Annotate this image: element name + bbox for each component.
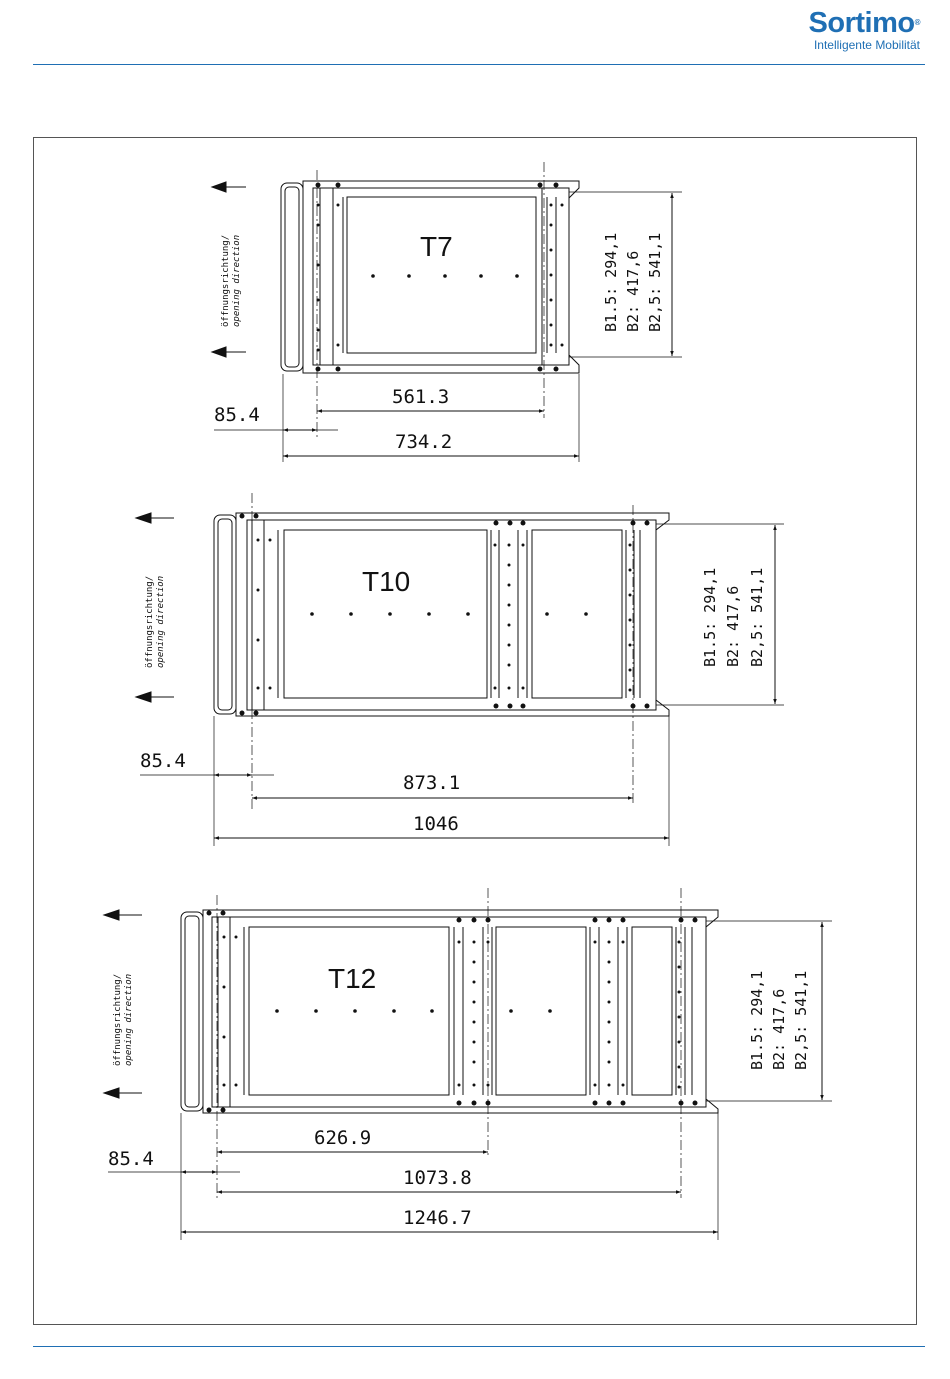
drawer-compartment bbox=[632, 927, 672, 1095]
mounting-holes bbox=[316, 183, 564, 372]
mounting-holes bbox=[240, 514, 650, 716]
opening-direction-en: opening direction bbox=[124, 973, 134, 1066]
height-b25: B2,5: 541,1 bbox=[646, 232, 664, 332]
opening-arrow-bottom bbox=[136, 692, 174, 702]
drawer-handle bbox=[214, 515, 236, 714]
opening-direction-de: öffnungsrichtung/ bbox=[113, 973, 123, 1066]
logo-wordmark: Sortimo® bbox=[808, 7, 920, 39]
mounting-holes bbox=[207, 911, 698, 1113]
dim-total: 734.2 bbox=[395, 431, 453, 453]
opening-direction-de: öffnungsrichtung/ bbox=[145, 575, 155, 668]
dim-total: 1046 bbox=[413, 813, 459, 835]
drawer-frame bbox=[303, 181, 579, 373]
dim-inner: 561.3 bbox=[392, 386, 450, 408]
height-b15: B1.5: 294,1 bbox=[602, 232, 620, 332]
drawer-label: T12 bbox=[328, 963, 377, 994]
opening-arrow-top bbox=[136, 513, 174, 523]
dim-inner: 626.9 bbox=[314, 1127, 372, 1149]
drawer-frame bbox=[236, 513, 669, 716]
drawer-compartment bbox=[284, 530, 487, 698]
height-b25: B2,5: 541,1 bbox=[792, 970, 810, 1070]
height-b2: B2: 417,6 bbox=[724, 585, 742, 667]
dim-inner: 1073.8 bbox=[403, 1167, 472, 1189]
t12-labels bbox=[108, 963, 810, 1229]
dim-offset: 85.4 bbox=[108, 1148, 154, 1170]
drawer-compartment bbox=[347, 197, 536, 353]
height-b15: B1.5: 294,1 bbox=[748, 970, 766, 1070]
opening-direction-de: öffnungsrichtung/ bbox=[221, 234, 231, 327]
drawer-label: T7 bbox=[420, 231, 453, 262]
height-b15: B1.5: 294,1 bbox=[701, 567, 719, 667]
drawer-compartment bbox=[249, 927, 449, 1095]
height-b2: B2: 417,6 bbox=[770, 988, 788, 1070]
drawer-handle bbox=[281, 183, 303, 371]
opening-arrow-bottom bbox=[212, 347, 246, 357]
drawer-frame bbox=[203, 910, 718, 1113]
t10-labels bbox=[140, 566, 766, 835]
opening-direction-en: opening direction bbox=[232, 234, 242, 327]
opening-arrow-bottom bbox=[104, 1088, 142, 1098]
drawer-handle bbox=[181, 912, 203, 1111]
height-b25: B2,5: 541,1 bbox=[748, 567, 766, 667]
dim-offset: 85.4 bbox=[214, 404, 260, 426]
opening-direction-en: opening direction bbox=[156, 575, 166, 668]
dim-offset: 85.4 bbox=[140, 750, 186, 772]
dim-total: 1246.7 bbox=[403, 1207, 472, 1229]
dim-inner: 873.1 bbox=[403, 772, 461, 794]
opening-arrow-top bbox=[104, 910, 142, 920]
opening-arrow-top bbox=[212, 182, 246, 192]
logo-tagline: Intelligente Mobilität bbox=[813, 38, 920, 52]
drawer-label: T10 bbox=[362, 566, 411, 597]
height-b2: B2: 417,6 bbox=[624, 250, 642, 332]
